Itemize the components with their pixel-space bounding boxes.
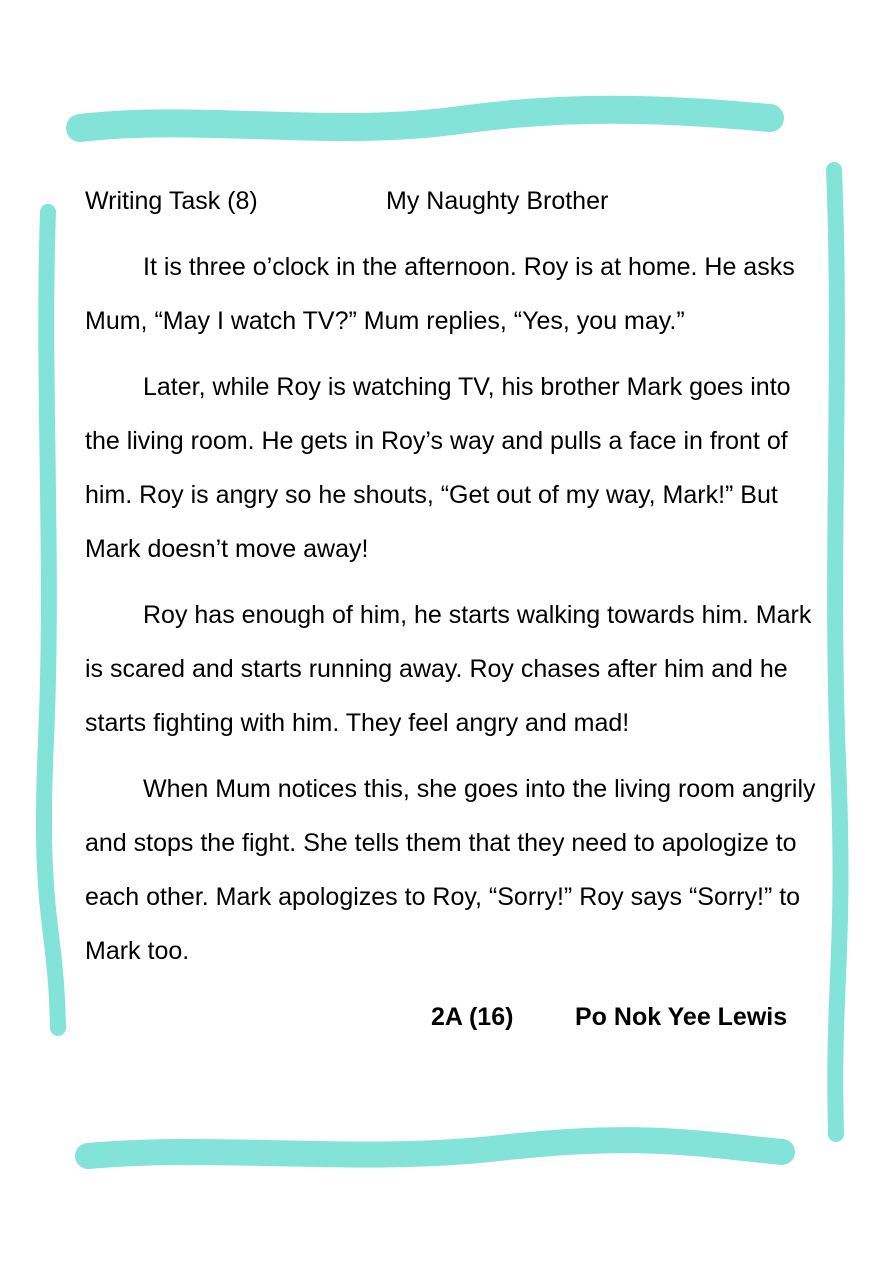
- story-title: My Naughty Brother: [386, 187, 609, 215]
- author-name: Po Nok Yee Lewis: [575, 1003, 788, 1031]
- task-label: Writing Task (8): [85, 187, 258, 215]
- story-body: [85, 240, 830, 990]
- story-paragraph: Later, while Roy is watching TV, his brother Mark goes into the living room. He gets in Roy’s way and pulls a face in front of him. Roy is angry so he shouts, “Get out of my way, Mark!” But Mark doesn’t move away!: [85, 373, 791, 563]
- right-border-stroke: [834, 170, 841, 1134]
- bottom-border-stroke: [88, 1140, 782, 1156]
- story-paragraph: Roy has enough of him, he starts walking towards him. Mark is scared and starts running away. Roy chases after him and he starts fighting with him. They feel angry and mad!: [85, 601, 812, 737]
- top-border-stroke: [80, 110, 770, 128]
- left-border-stroke: [44, 212, 58, 1028]
- story-paragraph: It is three o’clock in the afternoon. Roy is at home. He asks Mum, “May I watch TV?” Mum replies, “Yes, you may.”: [85, 253, 795, 335]
- story-paragraph: When Mum notices this, she goes into the living room angrily and stops the fight. She tells them that they need to apologize to each other. Mark apologizes to Roy, “Sorry!” Roy says “Sorry!” to Mark too.: [85, 775, 816, 965]
- class-number: 2A (16): [431, 1003, 514, 1031]
